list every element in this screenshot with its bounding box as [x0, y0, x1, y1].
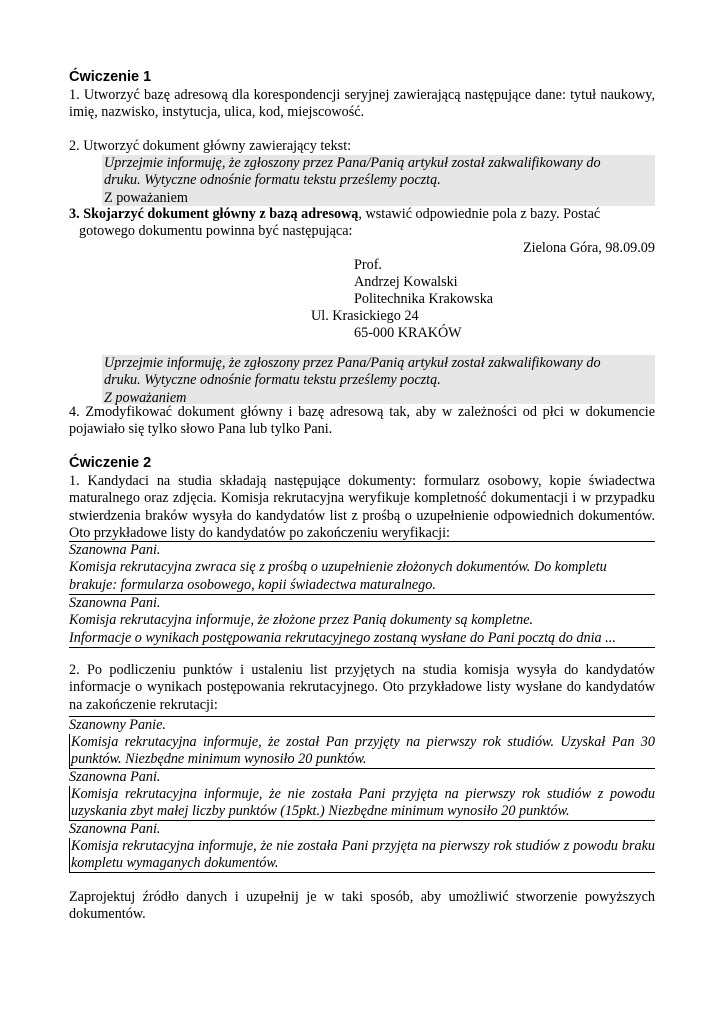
- ex1-task-4: 4. Zmodyfikować dokument główny i bazę adresową tak, aby w zależności od płci w dokumencie pojawiało się tylko słowo Pana lub tylko Pani.: [69, 404, 655, 438]
- ex2-task-1: 1. Kandydaci na studia składają następujące dokumenty: formularz osobowy, kopie świadectwa maturalnego oraz zdjęcia. Komisja rekrutacyjna weryfikuje kompletność dokumentacji i w przypadku stwierdzenia braków wysyła do kandydatów list z prośbą o uzupełnienie odpowiednich dokumentów. Oto przykładowe listy do kandydatów po zakończeniu weryfikacji:: [69, 473, 655, 541]
- regards: Z poważaniem: [104, 189, 188, 206]
- regards: Z poważaniem: [104, 389, 187, 406]
- ex2-task-2: 2. Po podliczeniu punktów i ustaleniu list przyjętych na studia komisja wysyła do kandydatów informacje o wynikach postępowania rekrutacyjnego. Oto przykładowe listy wysłane do kandydatów na zakończenie rekrutacji:: [69, 662, 655, 713]
- letter-2-line-2: Informacje o wynikach postępowania rekrutacyjnego zostaną wysłane do Pani pocztą do dnia ...: [69, 629, 616, 646]
- main-document-text-block: [102, 155, 655, 206]
- result-letter-2-greeting: Szanowna Pani.: [69, 769, 161, 785]
- exercise-2-heading: Ćwiczenie 2: [69, 455, 152, 471]
- ex1-task-3: [69, 206, 655, 223]
- address-street: Ul. Krasickiego 24: [311, 308, 419, 324]
- letter-line-1: Uprzejmie informuję, że zgłoszony przez Pana/Panią artykuł został zakwalifikowany do: [104, 155, 601, 171]
- task-3-rest: , wstawić odpowiednie pola z bazy. Postać: [358, 206, 601, 222]
- merged-document-text-block: [102, 355, 655, 404]
- letter-line-1: Uprzejmie informuję, że zgłoszony przez Pana/Panią artykuł został zakwalifikowany do: [104, 355, 601, 371]
- ex1-task-3-line2: gotowego dokumentu powinna być następująca:: [79, 223, 353, 239]
- letter-2: [69, 595, 655, 647]
- letter-1: [69, 542, 655, 594]
- address-name: Andrzej Kowalski: [354, 274, 458, 290]
- divider: [69, 647, 655, 648]
- address-city: 65-000 KRAKÓW: [354, 325, 462, 341]
- address-title: Prof.: [354, 257, 382, 273]
- letter-1-line-1: Komisja rekrutacyjna zwraca się z prośbą o uzupełnienie złożonych dokumentów. Do kompletu: [69, 559, 607, 576]
- result-letter-3-greeting: Szanowna Pani.: [69, 821, 161, 837]
- result-letter-1-greeting: Szanowny Panie.: [69, 717, 166, 733]
- ex2-final-task: Zaprojektuj źródło danych i uzupełnij je w taki sposób, aby umożliwić stworzenie powyższych dokumentów.: [69, 889, 655, 923]
- divider: [69, 872, 655, 873]
- exercise-1-heading: Ćwiczenie 1: [69, 69, 152, 85]
- result-letter-2-body: Komisja rekrutacyjna informuje, że nie została Pani przyjęta na pierwszy rok studiów z powodu uzyskania zbyt małej liczby punktów (15pkt.) Niezbędne minimum wynosiło 20 punktów.: [71, 786, 655, 820]
- letter-date: Zielona Góra, 98.09.09: [523, 240, 655, 256]
- result-letter-3-body: Komisja rekrutacyjna informuje, że nie została Pani przyjęta na pierwszy rok studiów z powodu braku kompletu wymaganych dokumentów.: [71, 838, 655, 872]
- task-3-bold: 3. Skojarzyć dokument główny z bazą adresową: [69, 206, 359, 222]
- letter-line-2: druku. Wytyczne odnośnie formatu tekstu prześlemy pocztą.: [104, 172, 441, 189]
- letter-line-2: druku. Wytyczne odnośnie formatu tekstu prześlemy pocztą.: [104, 372, 441, 389]
- ex1-task-1: 1. Utworzyć bazę adresową dla korespondencji seryjnej zawierającą następujące dane: tytuł naukowy, imię, nazwisko, instytucja, ulica, kod, miejscowość.: [69, 87, 655, 121]
- ex1-task-2: 2. Utworzyć dokument główny zawierający tekst:: [69, 138, 352, 154]
- result-letter-1-body: Komisja rekrutacyjna informuje, że został Pan przyjęty na pierwszy rok studiów. Uzyskał Pan 30 punktów. Niezbędne minimum wynosiło 20 punktów.: [71, 734, 655, 768]
- letter-2-line-1: Komisja rekrutacyjna informuje, że złożone przez Panią dokumenty są kompletne.: [69, 612, 534, 629]
- letter-1-greeting: Szanowna Pani.: [69, 542, 161, 558]
- letter-1-line-2: brakuje: formularza osobowego, kopii świadectwa maturalnego.: [69, 576, 436, 593]
- address-institution: Politechnika Krakowska: [354, 291, 494, 307]
- letter-2-greeting: Szanowna Pani.: [69, 595, 161, 611]
